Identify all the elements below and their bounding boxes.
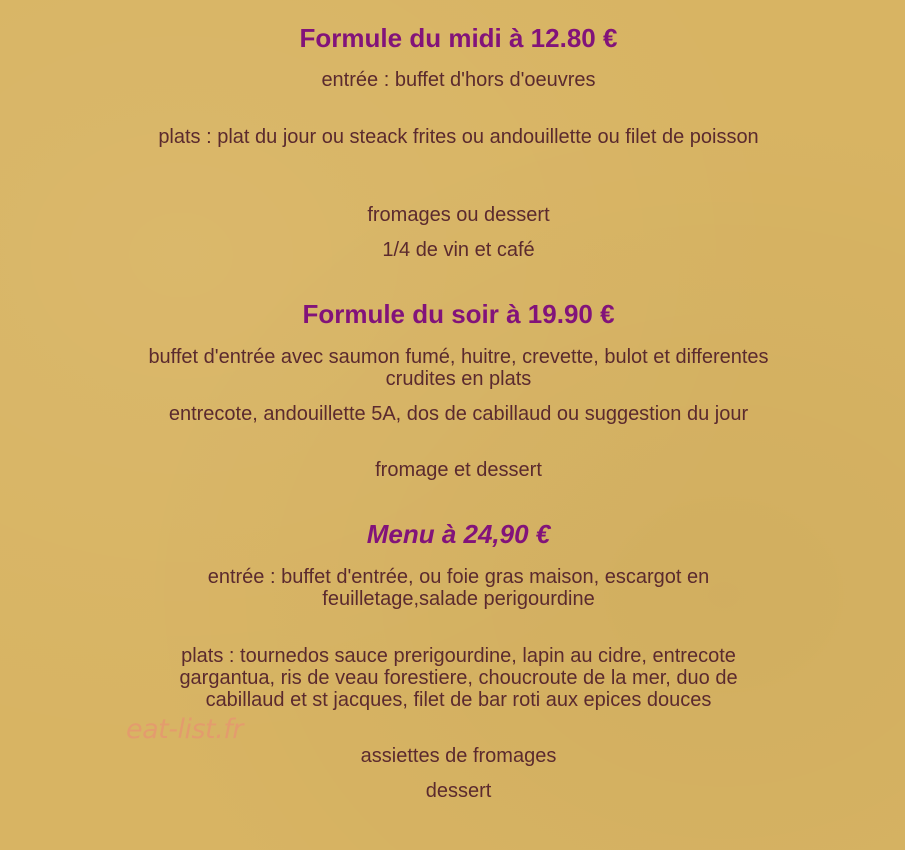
menu-item-midi-fromages: fromages ou dessert xyxy=(367,204,550,226)
section-title-soir: Formule du soir à 19.90 € xyxy=(302,299,615,329)
menu-item-menu-dessert: dessert xyxy=(425,780,492,802)
section-title-midi: Formule du midi à 12.80 € xyxy=(299,23,618,53)
menu-item-midi-vin: 1/4 de vin et café xyxy=(382,239,535,261)
menu-item-midi-entree: entrée : buffet d'hors d'oeuvres xyxy=(321,69,596,91)
menu-item-soir-fromage: fromage et dessert xyxy=(375,459,542,481)
watermark-text: eat-list.fr xyxy=(126,714,243,745)
menu-item-menu-plats: plats : tournedos sauce prerigourdine, lapin au cidre, entrecote gargantua, ris de veau forestiere, choucroute de la mer, duo de cabillaud et st jacques, filet de bar roti aux epices douces xyxy=(179,645,738,711)
menu-item-menu-fromages: assiettes de fromages xyxy=(360,745,557,767)
section-title-menu: Menu à 24,90 € xyxy=(366,519,551,549)
menu-item-soir-entree: buffet d'entrée avec saumon fumé, huitre, crevette, bulot et differentes crudites en plats xyxy=(148,346,769,390)
menu-item-midi-plats: plats : plat du jour ou steack frites ou andouillette ou filet de poisson xyxy=(158,126,759,148)
menu-item-menu-entree: entrée : buffet d'entrée, ou foie gras maison, escargot en feuilletage,salade perigourdine xyxy=(207,566,710,610)
menu-item-soir-plats: entrecote, andouillette 5A, dos de cabillaud ou suggestion du jour xyxy=(168,403,749,425)
